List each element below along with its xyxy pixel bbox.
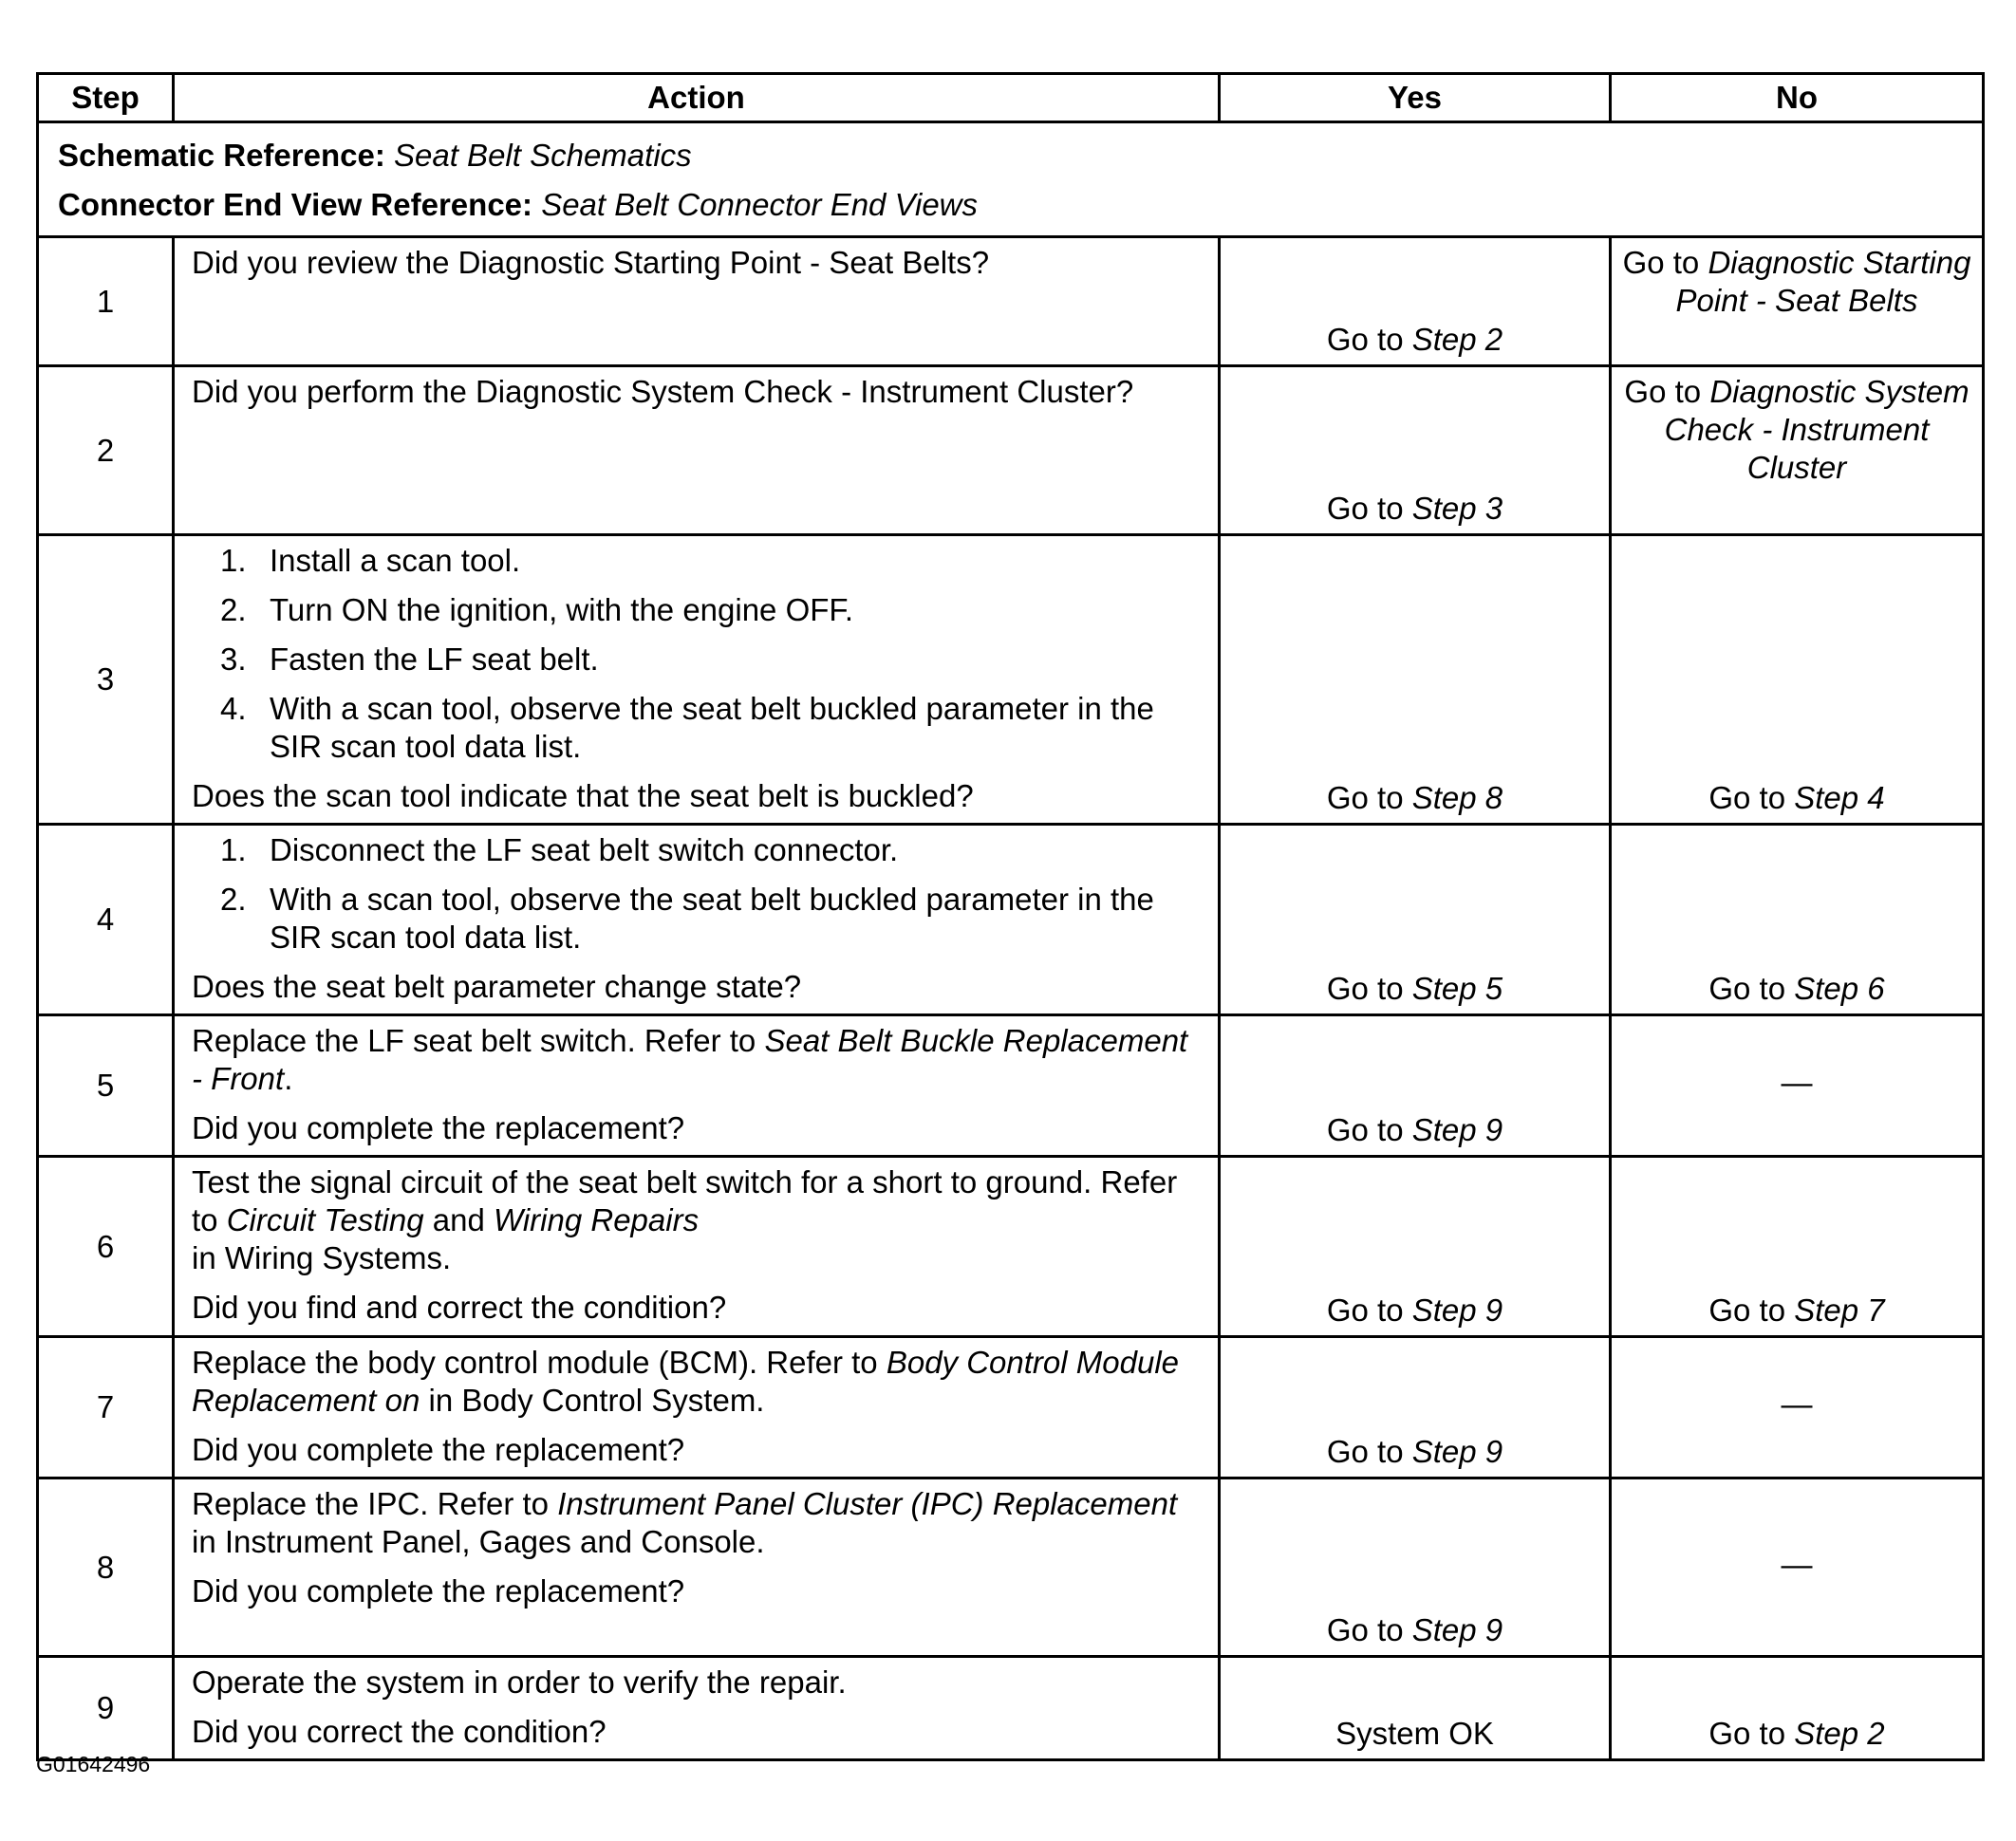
reference-link[interactable]: Body Control Module Replacement on [192,1345,1180,1418]
yes-prefix: Go to [1326,1292,1412,1328]
action-question: Does the scan tool indicate that the seat belt is buckled? [192,778,974,813]
no-cell [1611,1337,1984,1478]
action-text-part: Replace the body control module (BCM). Refer to [192,1345,887,1380]
schematic-reference [58,131,1963,180]
no-cell [1611,1157,1984,1337]
schematic-reference-label: Schematic Reference: [58,138,385,173]
yes-link[interactable]: Step 9 [1411,1434,1503,1469]
list-item: 1. Disconnect the LF seat belt switch connector. [220,832,899,867]
no-dash: — [1781,1546,1813,1582]
no-prefix: Go to [1624,374,1710,409]
action-question: Did you find and correct the condition? [192,1290,727,1325]
reference-link[interactable]: Instrument Panel Cluster (IPC) Replacement [557,1486,1178,1521]
substep-text: Fasten the LF seat belt. [270,642,599,677]
action-cell [174,1657,1220,1760]
reference-link[interactable]: Seat Belt Buckle Replacement - Front [192,1023,1188,1096]
table-row [38,1157,1984,1337]
reference-link[interactable]: Wiring Repairs [493,1202,700,1237]
no-prefix: Go to [1622,245,1708,280]
yes-link[interactable]: Step 9 [1411,1112,1503,1147]
header-no: No [1611,74,1984,122]
list-item: 2. With a scan tool, observe the seat belt buckled parameter in the SIR scan tool data list. [220,882,1154,955]
header-step: Step [38,74,174,122]
yes-link[interactable]: Step 9 [1411,1292,1503,1328]
action-cell [174,825,1220,1015]
reference-cell [38,122,1984,237]
action-question: Did you complete the replacement? [192,1110,685,1145]
yes-cell [1220,1478,1611,1657]
table-row [38,1015,1984,1157]
yes-text: System OK [1335,1716,1494,1751]
action-cell [174,1337,1220,1478]
substep-text: With a scan tool, observe the seat belt buckled parameter in the SIR scan tool data list. [270,691,1154,764]
action-text [192,1485,1201,1561]
action-cell [174,1015,1220,1157]
list-item: 4. With a scan tool, observe the seat belt buckled parameter in the SIR scan tool data list. [220,691,1154,764]
yes-prefix: Go to [1326,322,1412,357]
step-number: 9 [38,1657,174,1760]
no-prefix: Go to [1708,780,1795,815]
yes-cell [1220,1337,1611,1478]
yes-cell [1220,1657,1611,1760]
action-cell [174,1478,1220,1657]
action-text-part: Replace the IPC. Refer to [192,1486,558,1521]
header-yes: Yes [1220,74,1611,122]
table-row [38,1478,1984,1657]
substep-list [192,542,1201,766]
action-text-part: in Wiring Systems. [192,1240,452,1275]
no-cell [1611,366,1984,535]
no-prefix: Go to [1708,971,1795,1006]
table-row [38,366,1984,535]
figure-code: G01642496 [36,1752,151,1776]
no-link[interactable]: Step 2 [1794,1716,1885,1751]
step-number: 2 [38,366,174,535]
substep-text: Disconnect the LF seat belt switch connector. [270,832,899,867]
no-link[interactable]: Step 4 [1794,780,1885,815]
connector-reference-link[interactable]: Seat Belt Connector End Views [541,187,979,222]
step-number: 4 [38,825,174,1015]
header-row [38,74,1984,122]
yes-prefix: Go to [1326,780,1412,815]
action-cell [174,237,1220,366]
connector-reference [58,180,1963,230]
yes-cell [1220,366,1611,535]
yes-prefix: Go to [1326,1434,1412,1469]
no-cell [1611,535,1984,825]
action-text: Did you review the Diagnostic Starting Point - Seat Belts? [192,245,990,280]
no-cell [1611,1657,1984,1760]
yes-cell [1220,237,1611,366]
no-cell [1611,825,1984,1015]
schematic-reference-link[interactable]: Seat Belt Schematics [394,138,692,173]
yes-link[interactable]: Step 5 [1411,971,1503,1006]
action-question: Did you correct the condition? [192,1714,607,1749]
table-row [38,1337,1984,1478]
no-link[interactable]: Step 7 [1794,1292,1885,1328]
no-prefix: Go to [1708,1292,1795,1328]
no-cell [1611,1015,1984,1157]
yes-link[interactable]: Step 9 [1411,1612,1503,1647]
step-number: 5 [38,1015,174,1157]
action-text-part: Test the signal circuit of the seat belt switch for a short to ground. Refer to [192,1164,1178,1237]
yes-link[interactable]: Step 3 [1411,491,1503,526]
yes-link[interactable]: Step 8 [1411,780,1503,815]
connector-reference-label: Connector End View Reference: [58,187,533,222]
list-item: 1. Install a scan tool. [220,543,521,578]
step-number: 3 [38,535,174,825]
table-row [38,1657,1984,1760]
step-number: 6 [38,1157,174,1337]
yes-cell [1220,825,1611,1015]
action-text-part: and [423,1202,494,1237]
yes-cell [1220,1015,1611,1157]
no-cell [1611,1478,1984,1657]
reference-link[interactable]: Circuit Testing [226,1202,424,1237]
action-text: Did you perform the Diagnostic System Check - Instrument Cluster? [192,374,1134,409]
yes-cell [1220,1157,1611,1337]
no-dash: — [1781,1386,1813,1422]
step-number: 7 [38,1337,174,1478]
action-question: Does the seat belt parameter change state? [192,969,802,1004]
action-question: Did you complete the replacement? [192,1573,685,1609]
step-number: 1 [38,237,174,366]
action-text-part: in Instrument Panel, Gages and Console. [192,1524,765,1559]
action-cell [174,535,1220,825]
no-dash: — [1781,1065,1813,1100]
action-text [192,1344,1201,1420]
no-link[interactable]: Diagnostic System Check - Instrument Cluster [1664,374,1969,485]
action-text: Operate the system in order to verify the repair. [192,1664,847,1700]
action-text [192,1163,1201,1277]
table-row [38,237,1984,366]
yes-prefix: Go to [1326,1112,1412,1147]
diagnostic-table [36,72,1985,1761]
substep-text: With a scan tool, observe the seat belt buckled parameter in the SIR scan tool data list. [270,882,1154,955]
action-cell [174,1157,1220,1337]
list-item: 2. Turn ON the ignition, with the engine OFF. [220,592,854,627]
action-text-part: . [284,1061,293,1096]
yes-prefix: Go to [1326,1612,1412,1647]
yes-prefix: Go to [1326,491,1412,526]
yes-link[interactable]: Step 2 [1411,322,1503,357]
step-number: 8 [38,1478,174,1657]
yes-prefix: Go to [1326,971,1412,1006]
reference-row [38,122,1984,237]
action-text-part: Replace the LF seat belt switch. Refer to [192,1023,765,1058]
no-link[interactable]: Step 6 [1794,971,1885,1006]
action-question: Did you complete the replacement? [192,1432,685,1467]
no-cell [1611,237,1984,366]
action-text [192,1022,1201,1098]
no-prefix: Go to [1708,1716,1795,1751]
header-action: Action [174,74,1220,122]
action-cell [174,366,1220,535]
yes-cell [1220,535,1611,825]
substep-text: Turn ON the ignition, with the engine OFF. [270,592,854,627]
substep-text: Install a scan tool. [270,543,521,578]
table-row [38,825,1984,1015]
action-text-part: in Body Control System. [420,1383,765,1418]
substep-list [192,831,1201,957]
list-item: 3. Fasten the LF seat belt. [220,642,599,677]
table-row [38,535,1984,825]
no-link[interactable]: Diagnostic Starting Point - Seat Belts [1675,245,1971,318]
